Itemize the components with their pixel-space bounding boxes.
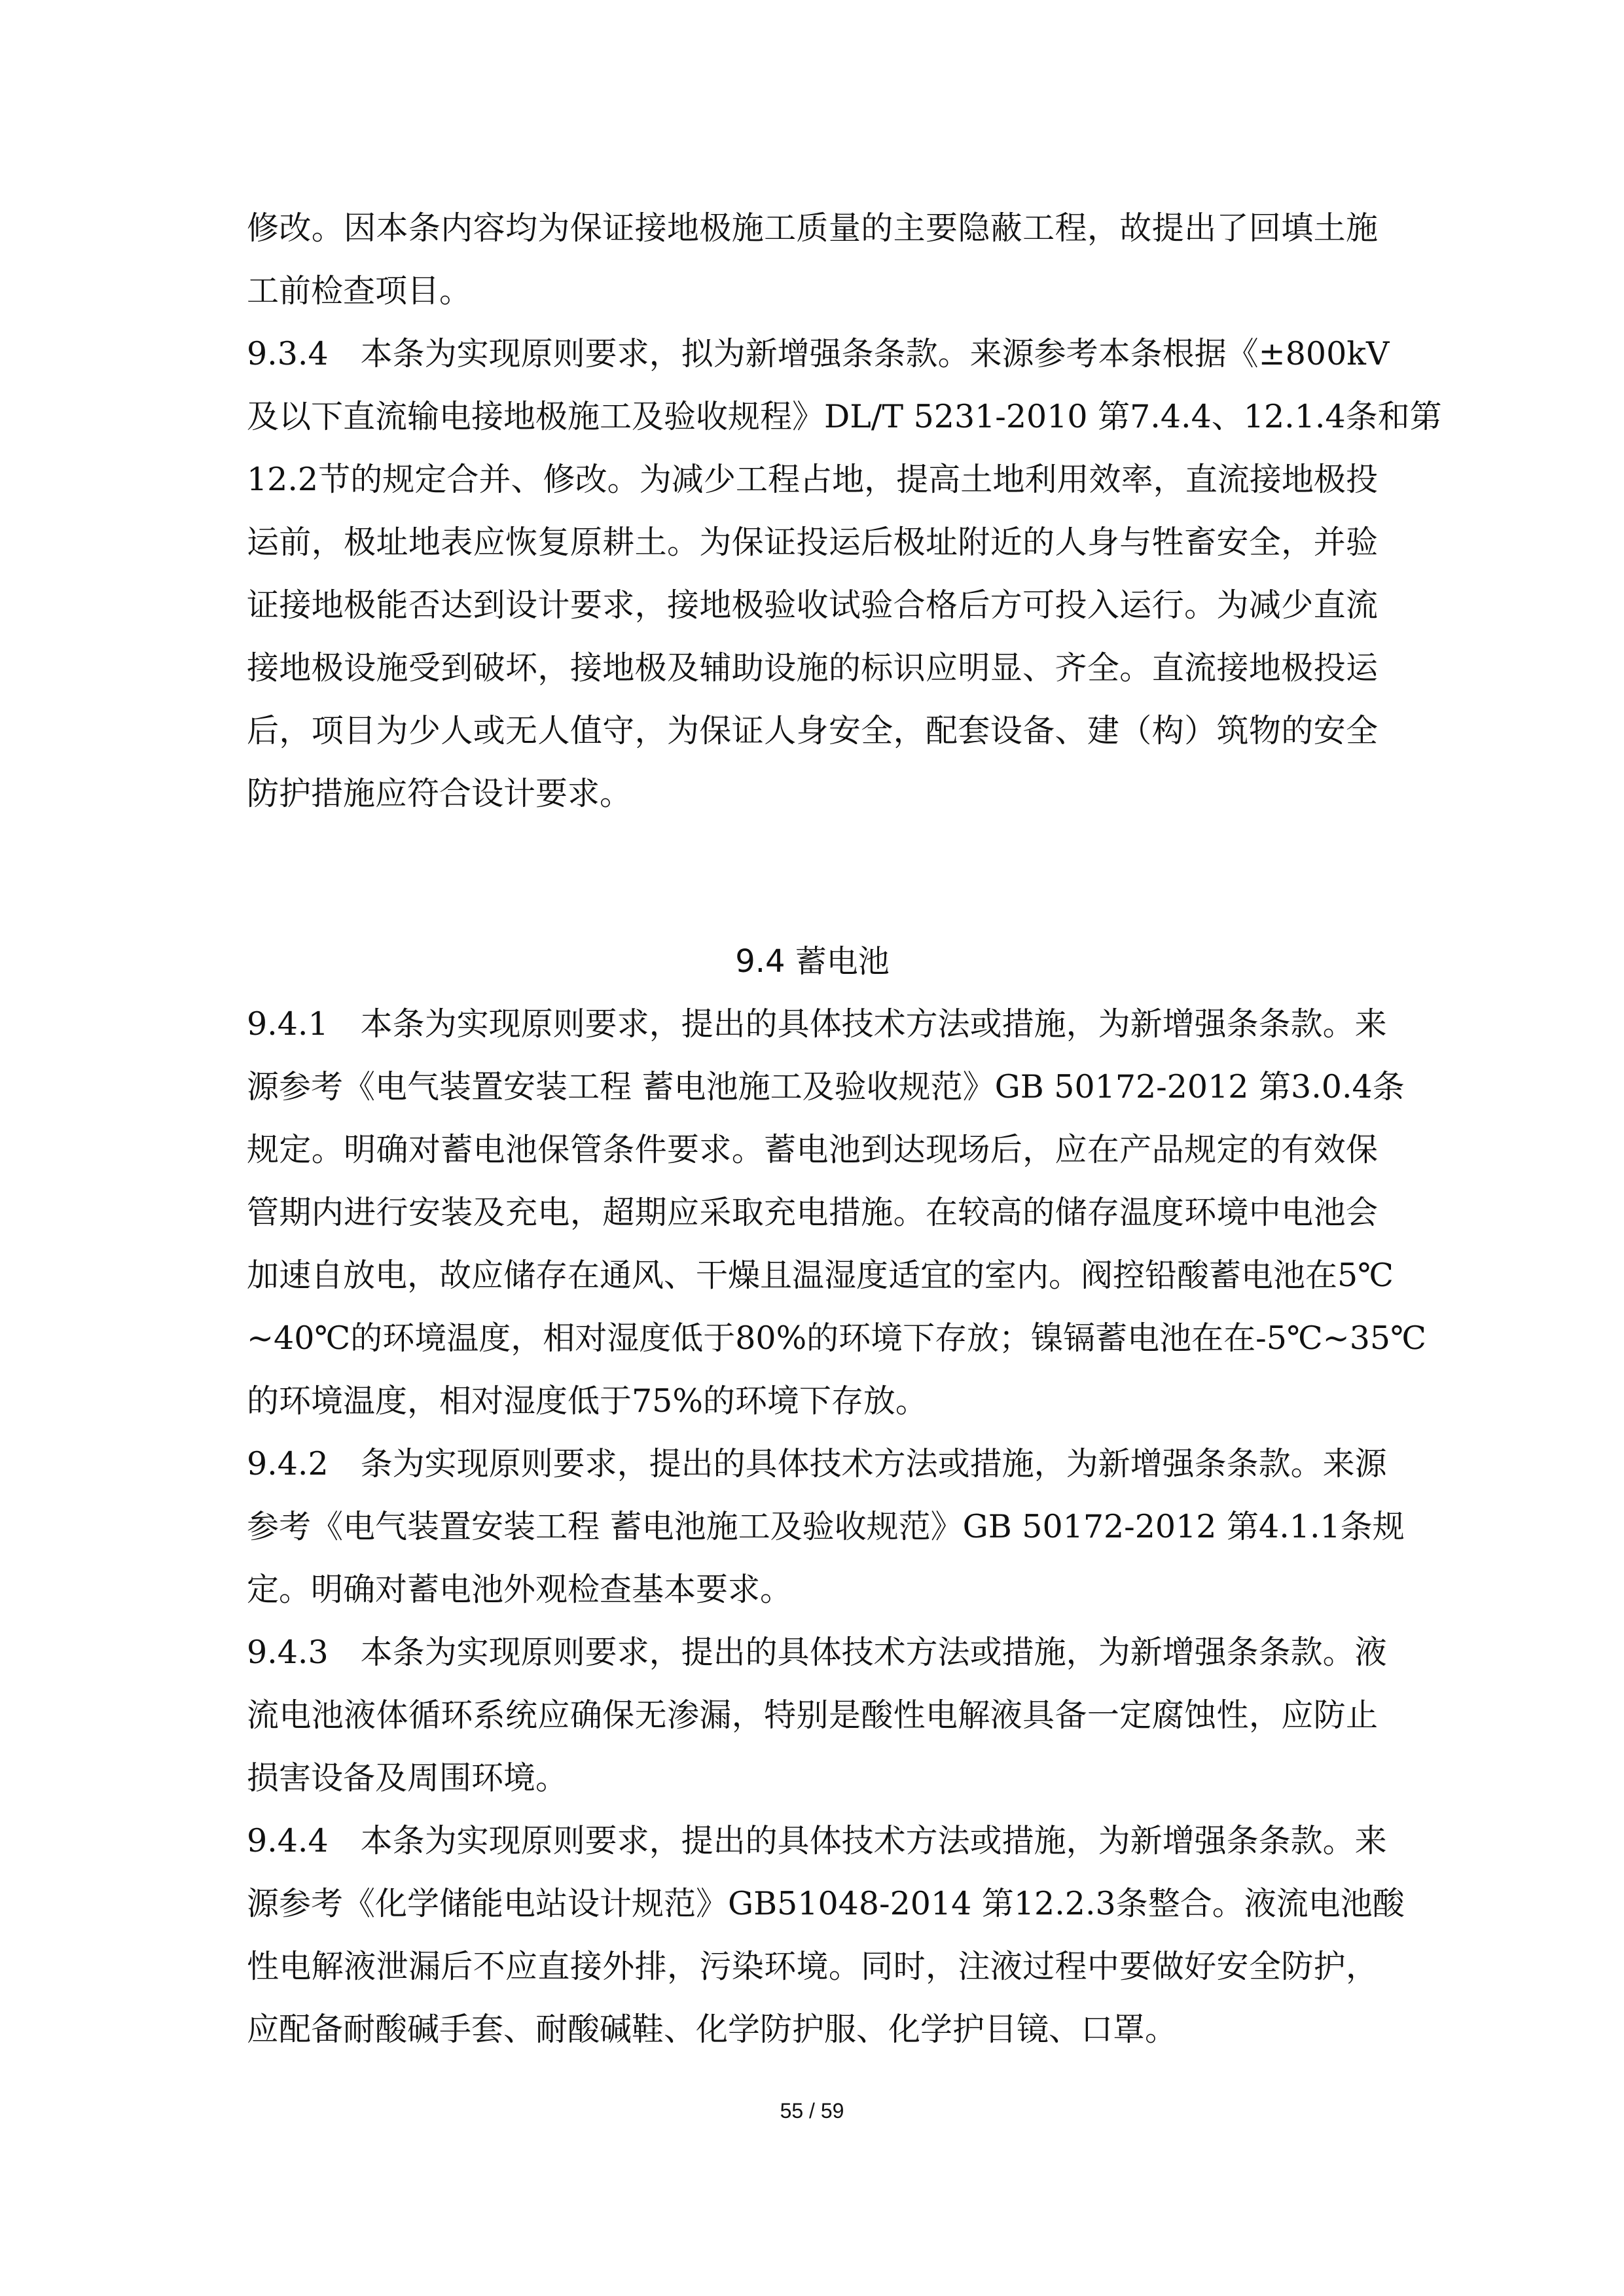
clause-9-4-1-line: 9.4.1 本条为实现原则要求，提出的具体技术方法或措施，为新增强条条款。来 — [247, 1005, 1387, 1043]
clause-9-4-4-line: 性电解液泄漏后不应直接外排，污染环境。同时，注液过程中要做好安全防护， — [247, 1948, 1378, 1985]
clause-9-4-3-line: 流电池液体循环系统应确保无渗漏，特别是酸性电解液具备一定腐蚀性，应防止 — [247, 1696, 1378, 1734]
clause-9-4-4-line: 源参考《化学储能电站设计规范》GB51048-2014 第12.2.3条整合。液流电池酸 — [247, 1885, 1405, 1922]
clause-9-4-2-line: 定。明确对蓄电池外观检查基本要求。 — [247, 1571, 793, 1608]
text-line: 修改。因本条内容均为保证接地极施工质量的主要隐蔽工程，故提出了回填土施 — [247, 209, 1378, 247]
clause-9-3-4-line: 防护措施应符合设计要求。 — [247, 775, 632, 812]
clause-9-3-4-line: 接地极设施受到破坏，接地极及辅助设施的标识应明显、齐全。直流接地极投运 — [247, 649, 1378, 687]
clause-9-3-4-line: 及以下直流输电接地极施工及验收规程》DL/T 5231-2010 第7.4.4、12.1.4条和第 — [247, 398, 1442, 435]
clause-9-4-1-line: 源参考《电气装置安装工程 蓄电池施工及验收规范》GB 50172-2012 第3.0.4条 — [247, 1068, 1405, 1105]
text-line: 工前检查项目。 — [247, 272, 472, 310]
clause-9-4-3-line: 损害设备及周围环境。 — [247, 1759, 568, 1797]
clause-9-3-4-line: 运前，极址地表应恢复原耕土。为保证投运后极址附近的人身与牲畜安全，并验 — [247, 524, 1378, 561]
clause-9-4-2-line: 参考《电气装置安装工程 蓄电池施工及验收规范》GB 50172-2012 第4.1.1条规 — [247, 1508, 1405, 1545]
clause-9-3-4-line: 后，项目为少人或无人值守，为保证人身安全，配套设备、建（构）筑物的安全 — [247, 712, 1378, 749]
clause-9-3-4-line: 12.2节的规定合并、修改。为减少工程占地，提高土地利用效率，直流接地极投 — [247, 461, 1378, 498]
clause-9-4-4-line: 9.4.4 本条为实现原则要求，提出的具体技术方法或措施，为新增强条条款。来 — [247, 1822, 1387, 1859]
clause-9-4-1-line: 的环境温度，相对湿度低于75%的环境下存放。 — [247, 1382, 928, 1420]
clause-9-4-1-line: ~40℃的环境温度，相对湿度低于80%的环境下存放；镍镉蓄电池在在-5℃~35℃ — [247, 1319, 1426, 1357]
section-heading: 9.4 蓄电池 — [735, 943, 890, 980]
clause-9-4-1-line: 管期内进行安装及充电，超期应采取充电措施。在较高的储存温度环境中电池会 — [247, 1194, 1378, 1231]
clause-9-3-4-line: 证接地极能否达到设计要求，接地极验收试验合格后方可投入运行。为减少直流 — [247, 586, 1378, 624]
clause-9-4-1-line: 规定。明确对蓄电池保管条件要求。蓄电池到达现场后，应在产品规定的有效保 — [247, 1131, 1378, 1168]
clause-9-4-2-line: 9.4.2 条为实现原则要求，提出的具体技术方法或措施，为新增强条条款。来源 — [247, 1445, 1387, 1482]
page-number: 55 / 59 — [780, 2099, 844, 2123]
clause-9-4-3-line: 9.4.3 本条为实现原则要求，提出的具体技术方法或措施，为新增强条条款。液 — [247, 1634, 1387, 1671]
clause-9-4-4-line: 应配备耐酸碱手套、耐酸碱鞋、化学防护服、化学护目镜、口罩。 — [247, 2011, 1178, 2048]
clause-9-3-4-line: 9.3.4 本条为实现原则要求，拟为新增强条条款。来源参考本条根据《±800kV — [247, 335, 1390, 372]
clause-9-4-1-line: 加速自放电，故应储存在通风、干燥且温湿度适宜的室内。阀控铅酸蓄电池在5℃ — [247, 1257, 1394, 1294]
